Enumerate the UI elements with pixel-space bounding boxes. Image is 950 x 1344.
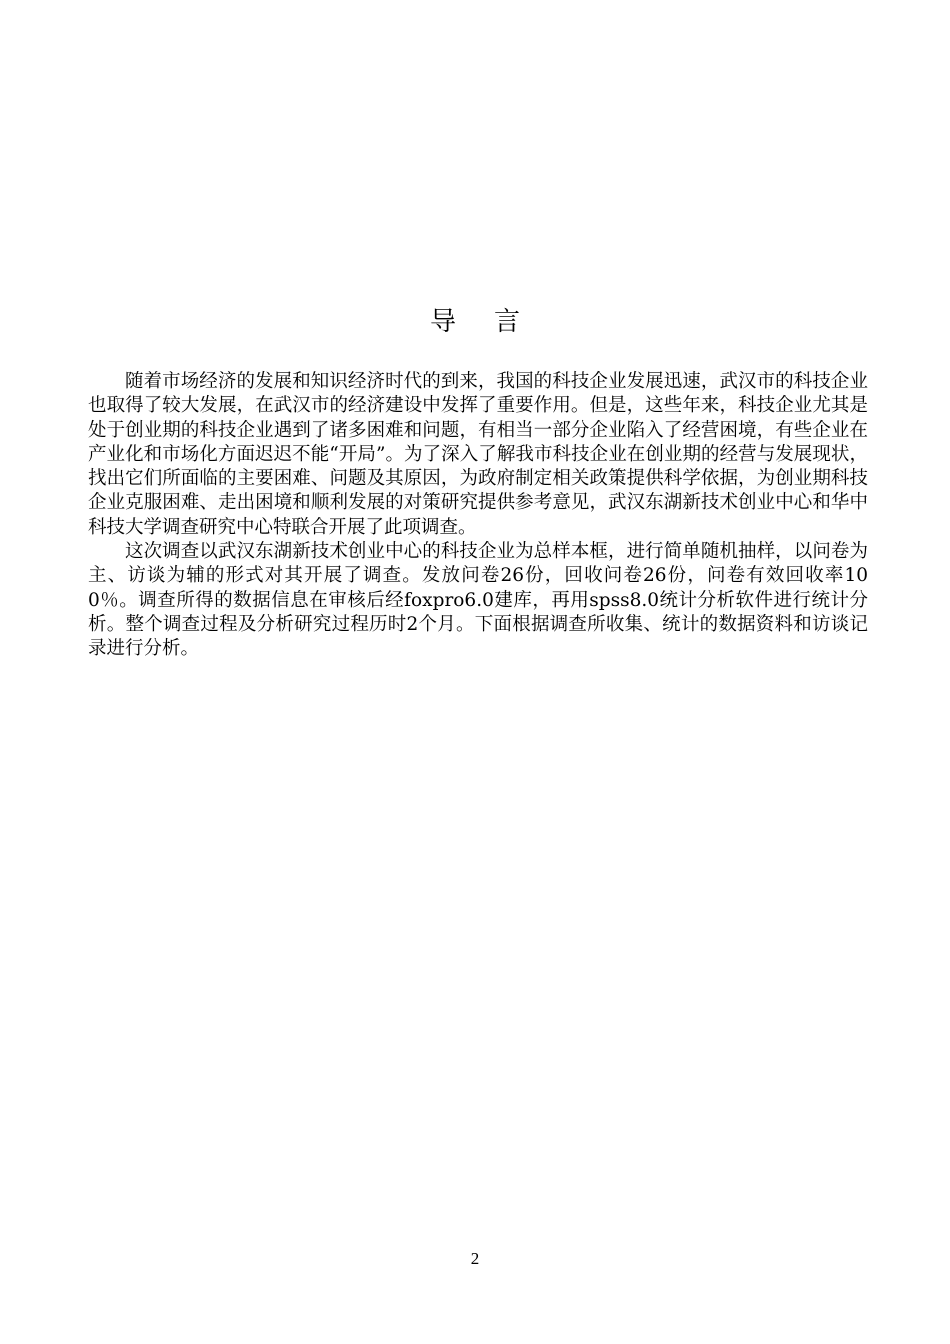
body-text (88, 370, 868, 662)
paragraph: 随着市场经济的发展和知识经济时代的到来，我国的科技企业发展迅速，武汉市的科技企业也取得了较大发展，在武汉市的经济建设中发挥了重要作用。但是，这些年来，科技企业尤其是处于创业期的科技企业遇到了诸多困难和问题，有相当一部分企业陷入了经营困境，有些企业在产业化和市场化方面迟迟不能“开局”。为了深入了解我市科技企业在创业期的经营与发展现状，找出它们所面临的主要困难、问题及其原因，为政府制定相关政策提供科学依据，为创业期科技企业克服困难、走出困境和顺利发展的对策研究提供参考意见，武汉东湖新技术创业中心和华中科技大学调查研究中心特联合开展了此项调查。 (88, 371, 868, 538)
page-title: 导言 (429, 307, 558, 337)
paragraph: 这次调查以武汉东湖新技术创业中心的科技企业为总样本框，进行简单随机抽样，以问卷为主、访谈为辅的形式对其开展了调查。发放问卷26份，回收问卷26份，问卷有效回收率100％。调查所得的数据信息在审核后经foxpro6.0建库，再用spss8.0统计分析软件进行统计分析。整个调查过程及分析研究过程历时2个月。下面根据调查所收集、统计的数据资料和访谈记录进行分析。 (88, 541, 868, 660)
page-number: 2 (470, 1249, 480, 1268)
